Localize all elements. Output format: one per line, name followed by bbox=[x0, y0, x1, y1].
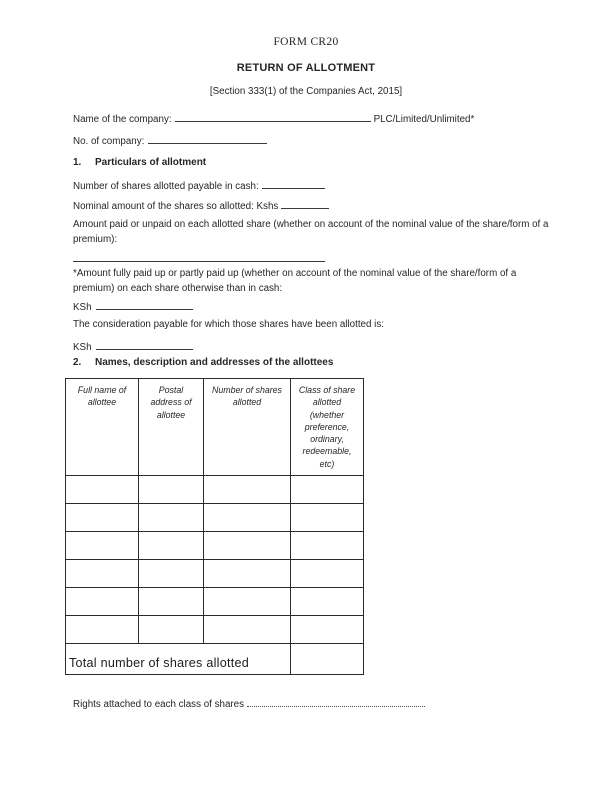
allottee-empty-cell bbox=[291, 616, 364, 644]
allottee-empty-cell bbox=[204, 560, 291, 588]
allottees-table-header bbox=[66, 379, 364, 476]
allottees-table-footer bbox=[66, 644, 364, 675]
column-header-postal-address: Postal address of allottee bbox=[139, 379, 204, 476]
amount-paid-line2: premium): bbox=[73, 233, 118, 245]
statute-reference: [Section 333(1) of the Companies Act, 2015] bbox=[209, 86, 403, 97]
consideration-label: The consideration payable for which those shares have been allotted is: bbox=[73, 319, 384, 330]
form-number: FORM CR20 bbox=[273, 36, 339, 48]
allottee-empty-cell bbox=[66, 504, 139, 532]
allottee-empty-cell bbox=[66, 616, 139, 644]
allottee-empty-cell bbox=[139, 476, 204, 504]
allottee-empty-cell bbox=[139, 616, 204, 644]
allottee-empty-cell bbox=[139, 532, 204, 560]
allottee-empty-cell bbox=[204, 616, 291, 644]
section1-heading-text: Particulars of allotment bbox=[95, 157, 207, 168]
shares-cash-label: Number of shares allotted payable in cash: bbox=[73, 181, 259, 192]
amount-fully-paid-line2: premium) on each share otherwise than in cash: bbox=[73, 282, 283, 294]
company-number-blank bbox=[148, 133, 267, 144]
allottee-empty-cell bbox=[139, 504, 204, 532]
allottee-empty-cell bbox=[204, 532, 291, 560]
section2-heading bbox=[73, 357, 333, 368]
allottee-empty-cell bbox=[204, 588, 291, 616]
ksh-consideration-blank bbox=[96, 339, 193, 350]
section1-heading bbox=[73, 157, 206, 168]
total-row bbox=[66, 644, 364, 675]
column-header-full-name: Full name of allottee bbox=[66, 379, 139, 476]
nominal-amount-line bbox=[73, 198, 329, 212]
allottees-header-row bbox=[66, 379, 364, 476]
shares-cash-line bbox=[73, 178, 325, 192]
allottee-empty-cell bbox=[139, 588, 204, 616]
section2-heading-text: Names, description and addresses of the allottees bbox=[95, 357, 334, 368]
allottee-empty-cell bbox=[291, 560, 364, 588]
column-header-share-class: Class of share allotted (whether preference, ordinary, redeemable, etc) bbox=[291, 379, 364, 476]
allottees-table-body bbox=[66, 476, 364, 644]
amount-paid-paragraph bbox=[73, 218, 549, 247]
ksh-consideration-line bbox=[73, 339, 193, 353]
allottee-empty-cell bbox=[66, 560, 139, 588]
allottee-empty-cell bbox=[291, 476, 364, 504]
amount-paid-line1: Amount paid or unpaid on each allotted share (whether on account of the nominal value of the share/form of a bbox=[73, 219, 549, 230]
total-shares-label: Total number of shares allotted bbox=[66, 644, 291, 675]
company-type-options: PLC/Limited/Unlimited* bbox=[373, 114, 475, 125]
company-name-blank bbox=[175, 111, 371, 122]
nominal-amount-blank bbox=[281, 198, 329, 209]
consideration-line bbox=[73, 319, 384, 330]
amount-paid-blank bbox=[73, 251, 325, 262]
allottee-empty-row bbox=[66, 616, 364, 644]
rights-label: Rights attached to each class of shares bbox=[73, 699, 244, 710]
column-header-shares-allotted: Number of shares allotted bbox=[204, 379, 291, 476]
ksh-label-1: KSh bbox=[73, 302, 92, 313]
company-name-label: Name of the company: bbox=[73, 114, 172, 125]
total-shares-value-cell bbox=[291, 644, 364, 675]
allottee-empty-cell bbox=[291, 588, 364, 616]
rights-line bbox=[73, 697, 425, 710]
company-number-line bbox=[73, 133, 267, 147]
allottee-empty-cell bbox=[139, 560, 204, 588]
document-title: RETURN OF ALLOTMENT bbox=[236, 62, 376, 74]
allottee-empty-row bbox=[66, 560, 364, 588]
shares-cash-blank bbox=[262, 178, 325, 189]
allottee-empty-cell bbox=[66, 532, 139, 560]
ksh-otherwise-blank bbox=[96, 299, 193, 310]
allottee-empty-cell bbox=[204, 476, 291, 504]
amount-paid-blank-line bbox=[73, 251, 325, 265]
rights-dotted-blank bbox=[247, 697, 425, 707]
amount-fully-paid-line1: *Amount fully paid up or partly paid up (whether on account of the nominal value of the share/form of a bbox=[73, 268, 517, 279]
allottee-empty-cell bbox=[291, 532, 364, 560]
section2-number: 2. bbox=[73, 357, 82, 368]
company-name-line bbox=[73, 111, 474, 125]
allottee-empty-row bbox=[66, 588, 364, 616]
company-number-label: No. of company: bbox=[73, 136, 145, 147]
nominal-amount-label: Nominal amount of the shares so allotted: Kshs bbox=[73, 201, 279, 212]
section1-number: 1. bbox=[73, 157, 82, 168]
allottee-empty-cell bbox=[66, 588, 139, 616]
ksh-otherwise-line bbox=[73, 299, 193, 313]
ksh-label-2: KSh bbox=[73, 342, 92, 353]
allottee-empty-row bbox=[66, 504, 364, 532]
allottee-empty-cell bbox=[291, 504, 364, 532]
allottees-table bbox=[65, 378, 364, 675]
allottee-empty-row bbox=[66, 532, 364, 560]
allottee-empty-row bbox=[66, 476, 364, 504]
allottees-table-container bbox=[65, 378, 364, 675]
allottee-empty-cell bbox=[66, 476, 139, 504]
amount-fully-paid-paragraph bbox=[73, 267, 549, 296]
allottee-empty-cell bbox=[204, 504, 291, 532]
